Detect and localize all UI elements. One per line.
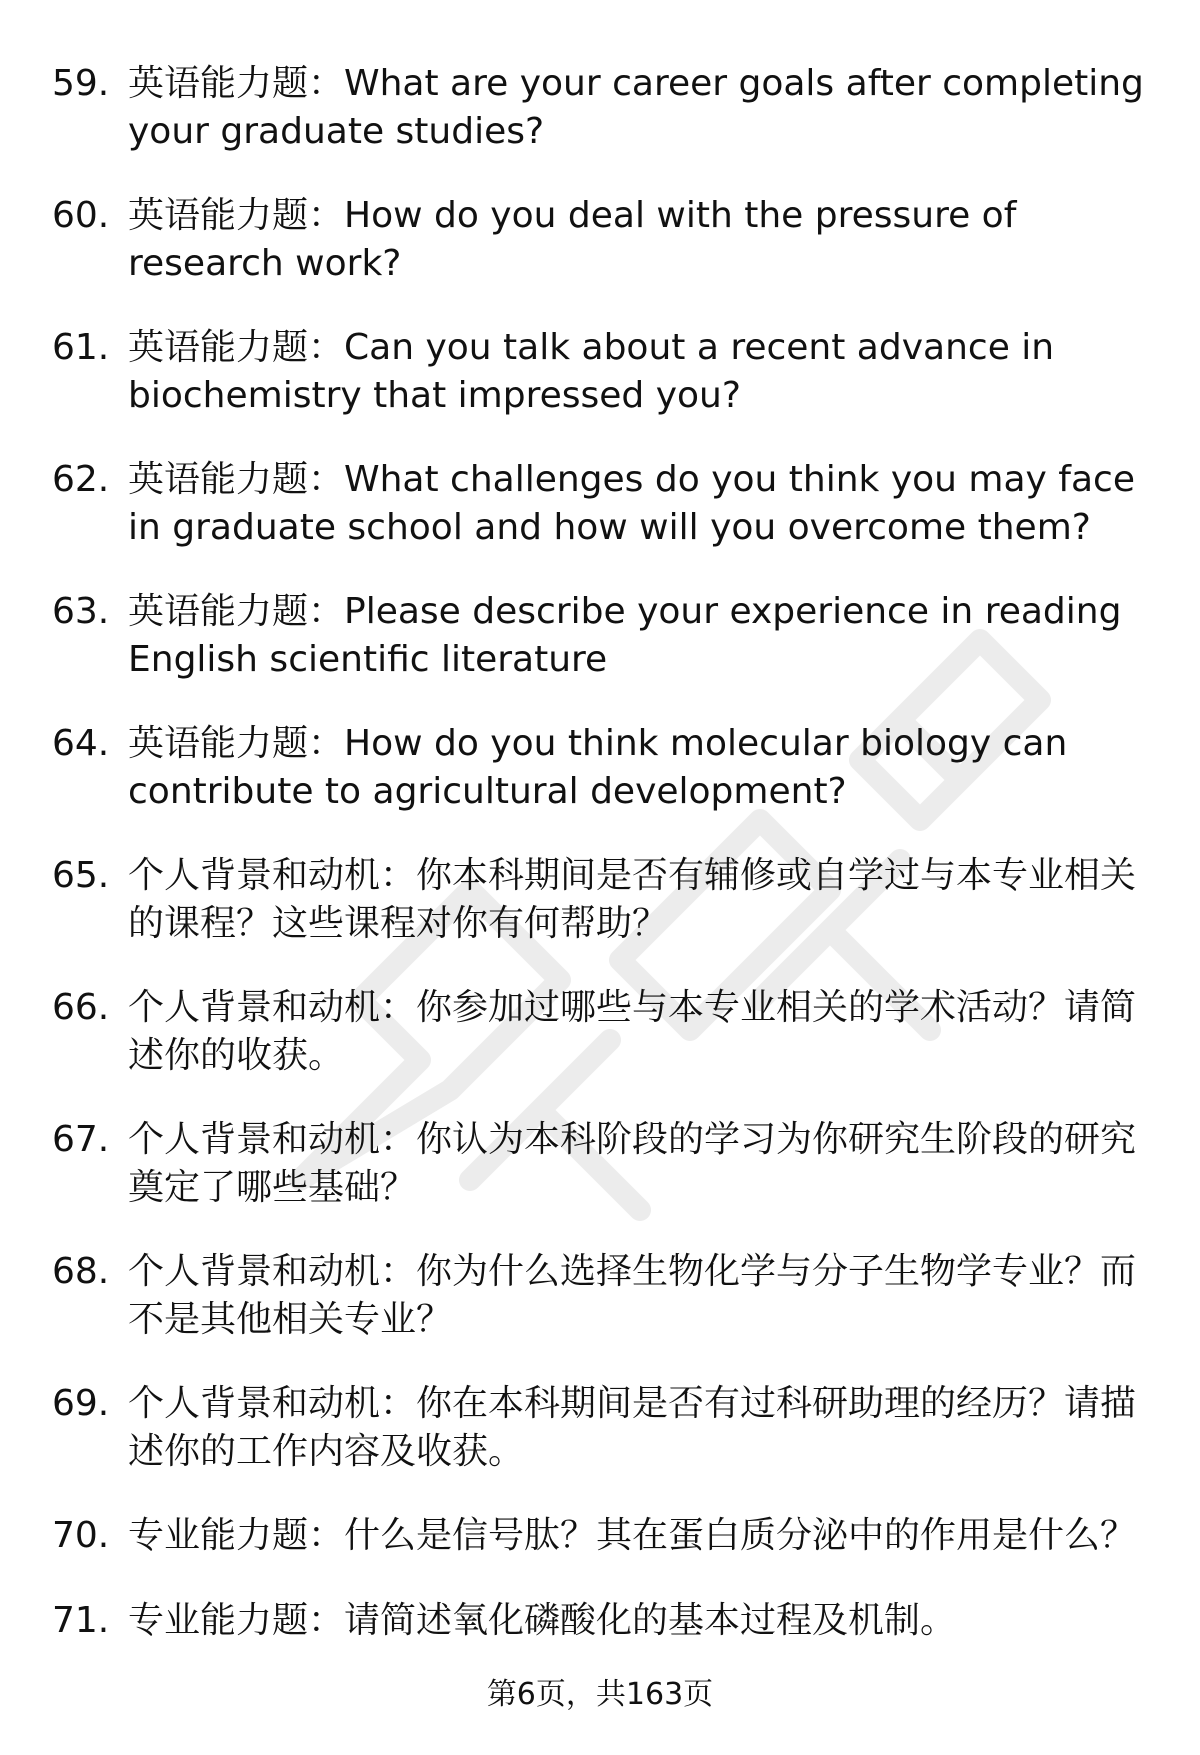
question-number: 63. — [52, 591, 110, 632]
question-text: 个人背景和动机：你在本科期间是否有过科研助理的经历？请描述你的工作内容及收获。 — [128, 1383, 1137, 1472]
question-number: 59. — [52, 63, 110, 104]
question-text: 英语能力题：Can you talk about a recent advance in biochemistry that impressed you? — [128, 327, 1055, 416]
question-text: 个人背景和动机：你参加过哪些与本专业相关的学术活动？请简述你的收获。 — [128, 987, 1137, 1076]
question-text: 个人背景和动机：你本科期间是否有辅修或自学过与本专业相关的课程？这些课程对你有何帮助？ — [128, 855, 1137, 944]
question-text: 专业能力题：什么是信号肽？其在蛋白质分泌中的作用是什么？ — [128, 1515, 1137, 1556]
question-text: 英语能力题：What challenges do you think you may face in graduate school and how will you overcome them? — [128, 459, 1135, 548]
question-text: 专业能力题：请简述氧化磷酸化的基本过程及机制。 — [128, 1600, 957, 1641]
question-number: 60. — [52, 195, 110, 236]
question-text: 英语能力题：How do you think molecular biology can contribute to agricultural development? — [128, 723, 1068, 812]
question-text: 英语能力题：What are your career goals after completing your graduate studies? — [128, 63, 1144, 152]
question-text: 个人背景和动机：你认为本科阶段的学习为你研究生阶段的研究奠定了哪些基础？ — [128, 1119, 1137, 1208]
question-number: 66. — [52, 987, 110, 1028]
question-number: 70. — [52, 1515, 110, 1556]
question-text: 英语能力题：Please describe your experience in reading English scientific literature — [128, 591, 1122, 680]
question-text: 个人背景和动机：你为什么选择生物化学与分子生物学专业？而不是其他相关专业？ — [128, 1251, 1137, 1340]
question-number: 68. — [52, 1251, 110, 1292]
question-number: 69. — [52, 1383, 110, 1424]
page-footer: 第6页，共163页 — [486, 1677, 714, 1712]
question-number: 65. — [52, 855, 110, 896]
question-number: 67. — [52, 1119, 110, 1160]
question-text: 英语能力题：How do you deal with the pressure of research work? — [128, 195, 1017, 284]
question-number: 61. — [52, 327, 110, 368]
question-number: 71. — [52, 1600, 110, 1641]
question-number: 64. — [52, 723, 110, 764]
question-number: 62. — [52, 459, 110, 500]
